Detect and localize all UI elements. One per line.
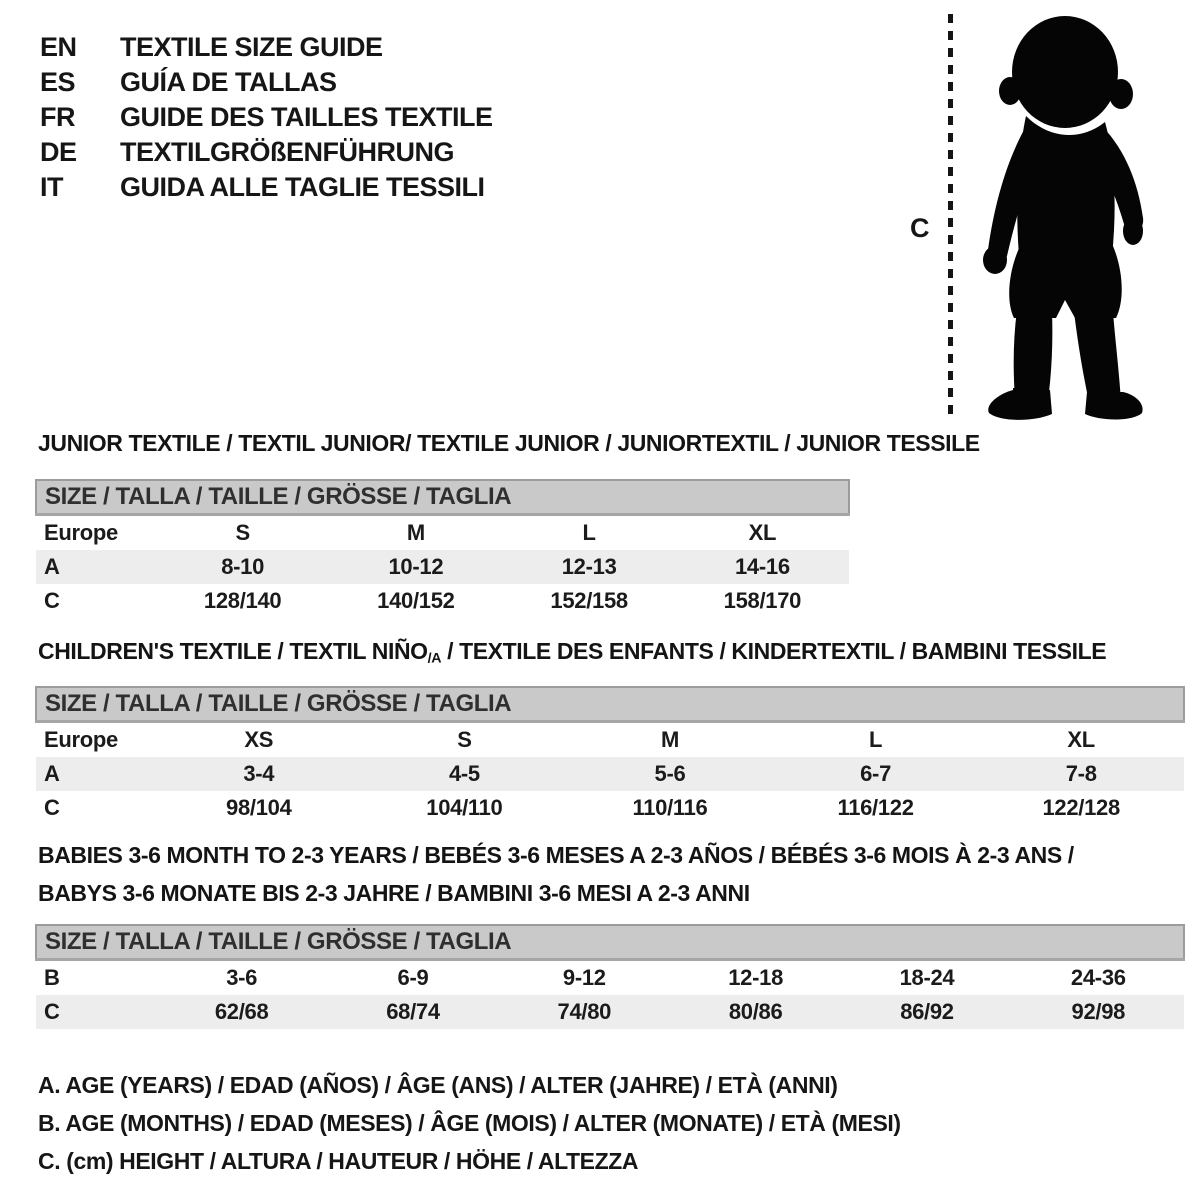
lang-row-en — [40, 30, 493, 65]
table-row — [36, 722, 1184, 758]
cell: M — [660, 727, 679, 752]
row-label: A — [44, 554, 60, 579]
measure-c-label: C — [910, 213, 930, 243]
guide-title-de: TEXTILGRÖßENFÜHRUNG — [120, 137, 454, 167]
cell: 7-8 — [1065, 761, 1097, 786]
lang-code: FR — [40, 102, 75, 132]
cell: 158/170 — [723, 588, 802, 613]
junior-size-band: SIZE / TALLA / TAILLE / GRÖSSE / TAGLIA — [36, 480, 849, 515]
language-header — [40, 30, 493, 205]
children-section-title — [38, 638, 1106, 667]
children-size-table — [35, 686, 1185, 825]
cell: 18-24 — [899, 965, 955, 990]
row-label: C — [44, 588, 60, 613]
lang-row-de — [40, 135, 493, 170]
cell: 3-4 — [243, 761, 275, 786]
row-label: Europe — [44, 727, 118, 752]
children-title-pre: CHILDREN'S TEXTILE / TEXTIL NIÑO — [38, 638, 428, 664]
cell: 98/104 — [226, 795, 292, 820]
guide-title-it: GUIDA ALLE TAGLIE TESSILI — [120, 172, 485, 202]
cell: 110/116 — [632, 795, 708, 820]
junior-size-table — [35, 479, 850, 618]
lang-row-es — [40, 65, 493, 100]
baby-silhouette-icon — [962, 8, 1174, 426]
cell: 62/68 — [214, 999, 269, 1024]
cell: XL — [748, 520, 777, 545]
cell: 6-7 — [860, 761, 892, 786]
babies-size-band: SIZE / TALLA / TAILLE / GRÖSSE / TAGLIA — [36, 925, 1184, 960]
cell: 116/122 — [837, 795, 914, 820]
guide-title-fr: GUIDE DES TAILLES TEXTILE — [120, 102, 493, 132]
table-row — [36, 550, 849, 584]
babies-size-table — [35, 924, 1185, 1029]
cell: 10-12 — [388, 554, 444, 579]
cell: 122/128 — [1042, 795, 1120, 820]
row-label: B — [44, 965, 60, 990]
height-dotted-line — [948, 14, 953, 414]
table-row — [36, 584, 849, 618]
cell: 140/152 — [377, 588, 455, 613]
lang-row-it — [40, 170, 493, 205]
table-row — [36, 960, 1184, 996]
cell: 12-13 — [561, 554, 617, 579]
junior-section-title: JUNIOR TEXTILE / TEXTIL JUNIOR/ TEXTILE JUNIOR / JUNIORTEXTIL / JUNIOR TESSILE — [38, 430, 980, 456]
children-size-band: SIZE / TALLA / TAILLE / GRÖSSE / TAGLIA — [36, 687, 1184, 722]
children-title-sub: /A — [427, 650, 442, 667]
cell: 104/110 — [426, 795, 503, 820]
cell: 80/86 — [728, 999, 783, 1024]
cell: L — [869, 727, 883, 752]
children-title-post: / TEXTILE DES ENFANTS / KINDERTEXTIL / BAMBINI TESSILE — [441, 638, 1107, 664]
cell: S — [457, 727, 472, 752]
guide-title-es: GUÍA DE TALLAS — [120, 67, 337, 97]
row-label: C — [44, 999, 60, 1024]
cell: 5-6 — [654, 761, 686, 786]
cell: S — [235, 520, 250, 545]
lang-code: EN — [40, 32, 77, 62]
footnote-c: C. (cm) HEIGHT / ALTURA / HAUTEUR / HÖHE / ALTEZZA — [38, 1148, 639, 1174]
cell: XS — [244, 727, 274, 752]
cell: L — [582, 520, 596, 545]
cell: 68/74 — [386, 999, 440, 1024]
cell: 9-12 — [562, 965, 606, 990]
row-label: Europe — [44, 520, 118, 545]
cell: M — [406, 520, 425, 545]
row-label: C — [44, 795, 60, 820]
cell: 24-36 — [1070, 965, 1126, 990]
cell: 152/158 — [550, 588, 628, 613]
lang-code: DE — [40, 137, 77, 167]
table-row — [36, 995, 1184, 1029]
cell: 14-16 — [734, 554, 790, 579]
guide-title-en: TEXTILE SIZE GUIDE — [120, 32, 383, 62]
lang-row-fr — [40, 100, 493, 135]
cell: 12-18 — [728, 965, 784, 990]
height-figure — [880, 0, 1200, 440]
lang-code: ES — [40, 67, 76, 97]
cell: XL — [1067, 727, 1095, 752]
table-row — [36, 791, 1184, 825]
footnotes — [38, 1066, 901, 1180]
cell: 3-6 — [226, 965, 258, 990]
cell: 92/98 — [1071, 999, 1126, 1024]
babies-section-title-line2: BABYS 3-6 MONATE BIS 2-3 JAHRE / BAMBINI 3-6 MESI A 2-3 ANNI — [38, 880, 750, 906]
footnote-a: A. AGE (YEARS) / EDAD (AÑOS) / ÂGE (ANS) / ALTER (JAHRE) / ETÀ (ANNI) — [38, 1072, 838, 1098]
babies-section-title-line1: BABIES 3-6 MONTH TO 2-3 YEARS / BEBÉS 3-6 MESES A 2-3 AÑOS / BÉBÉS 3-6 MOIS À 2-3 ANS / — [38, 842, 1074, 868]
cell: 4-5 — [448, 761, 480, 786]
lang-code: IT — [40, 172, 63, 202]
cell: 8-10 — [221, 554, 265, 579]
cell: 74/80 — [557, 999, 612, 1024]
cell: 6-9 — [397, 965, 429, 990]
row-label: A — [44, 761, 60, 786]
cell: 128/140 — [203, 588, 282, 613]
footnote-b: B. AGE (MONTHS) / EDAD (MESES) / ÂGE (MOIS) / ALTER (MONATE) / ETÀ (MESI) — [38, 1110, 901, 1136]
table-row — [36, 515, 849, 551]
cell: 86/92 — [900, 999, 954, 1024]
table-row — [36, 757, 1184, 791]
